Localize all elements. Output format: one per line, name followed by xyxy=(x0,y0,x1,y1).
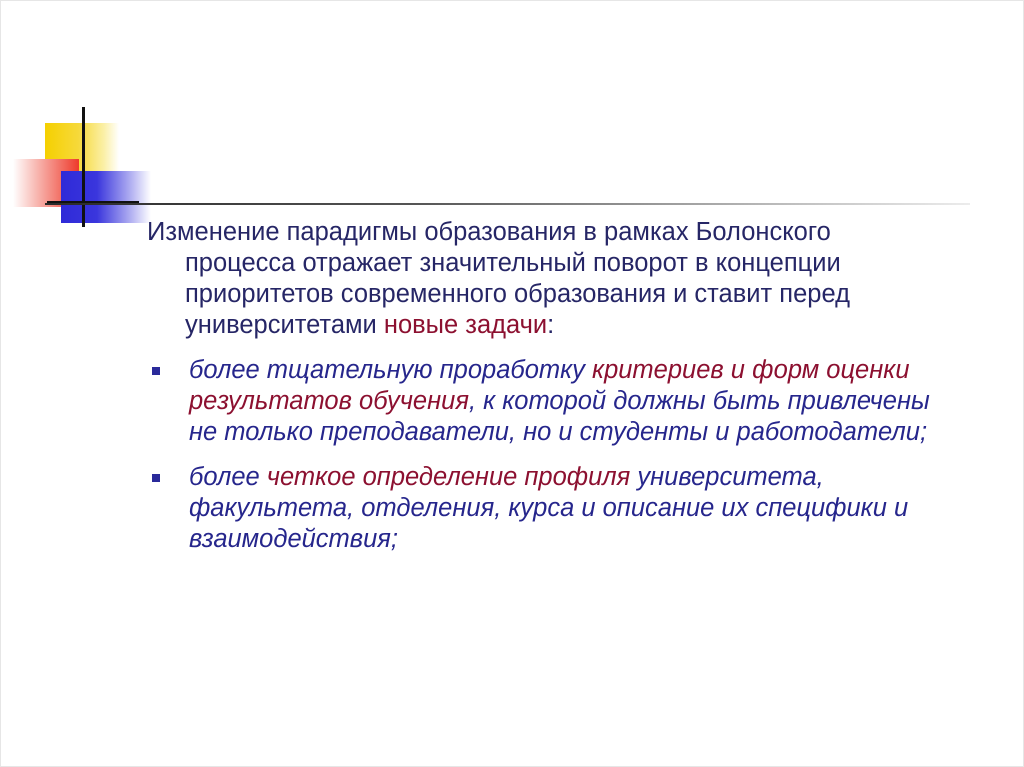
bullet-square-icon xyxy=(152,474,160,482)
blue-square-decoration xyxy=(61,171,151,223)
list-item xyxy=(147,355,947,448)
title-divider-line xyxy=(45,203,970,205)
bullet-text-post: университета, факультета, отделения, курса и описание их специфики и взаимодействия; xyxy=(189,463,909,553)
intro-colon: : xyxy=(547,311,555,339)
intro-text: Изменение парадигмы образования в рамках Болонского процесса отражает значительный поворот в концепции приоритетов современного образования и ставит перед университетами xyxy=(147,218,850,339)
list-item xyxy=(147,462,947,555)
bullet-list xyxy=(147,355,947,555)
vertical-line-decoration xyxy=(82,107,85,227)
bullet-highlight: критериев и форм оценки результатов обучения xyxy=(189,356,910,415)
bullet-highlight: четкое определение профиля xyxy=(266,463,631,491)
bullet-square-icon xyxy=(152,367,160,375)
slide-body xyxy=(147,217,947,569)
bullet-text-pre: более xyxy=(189,463,267,491)
intro-highlight: новые задачи xyxy=(383,311,548,339)
intro-paragraph xyxy=(147,217,947,341)
bullet-text-pre: более тщательную проработку xyxy=(189,356,593,384)
bullet-text-post: , к которой должны быть привлечены не только преподаватели, но и студенты и работодатели; xyxy=(189,387,930,446)
